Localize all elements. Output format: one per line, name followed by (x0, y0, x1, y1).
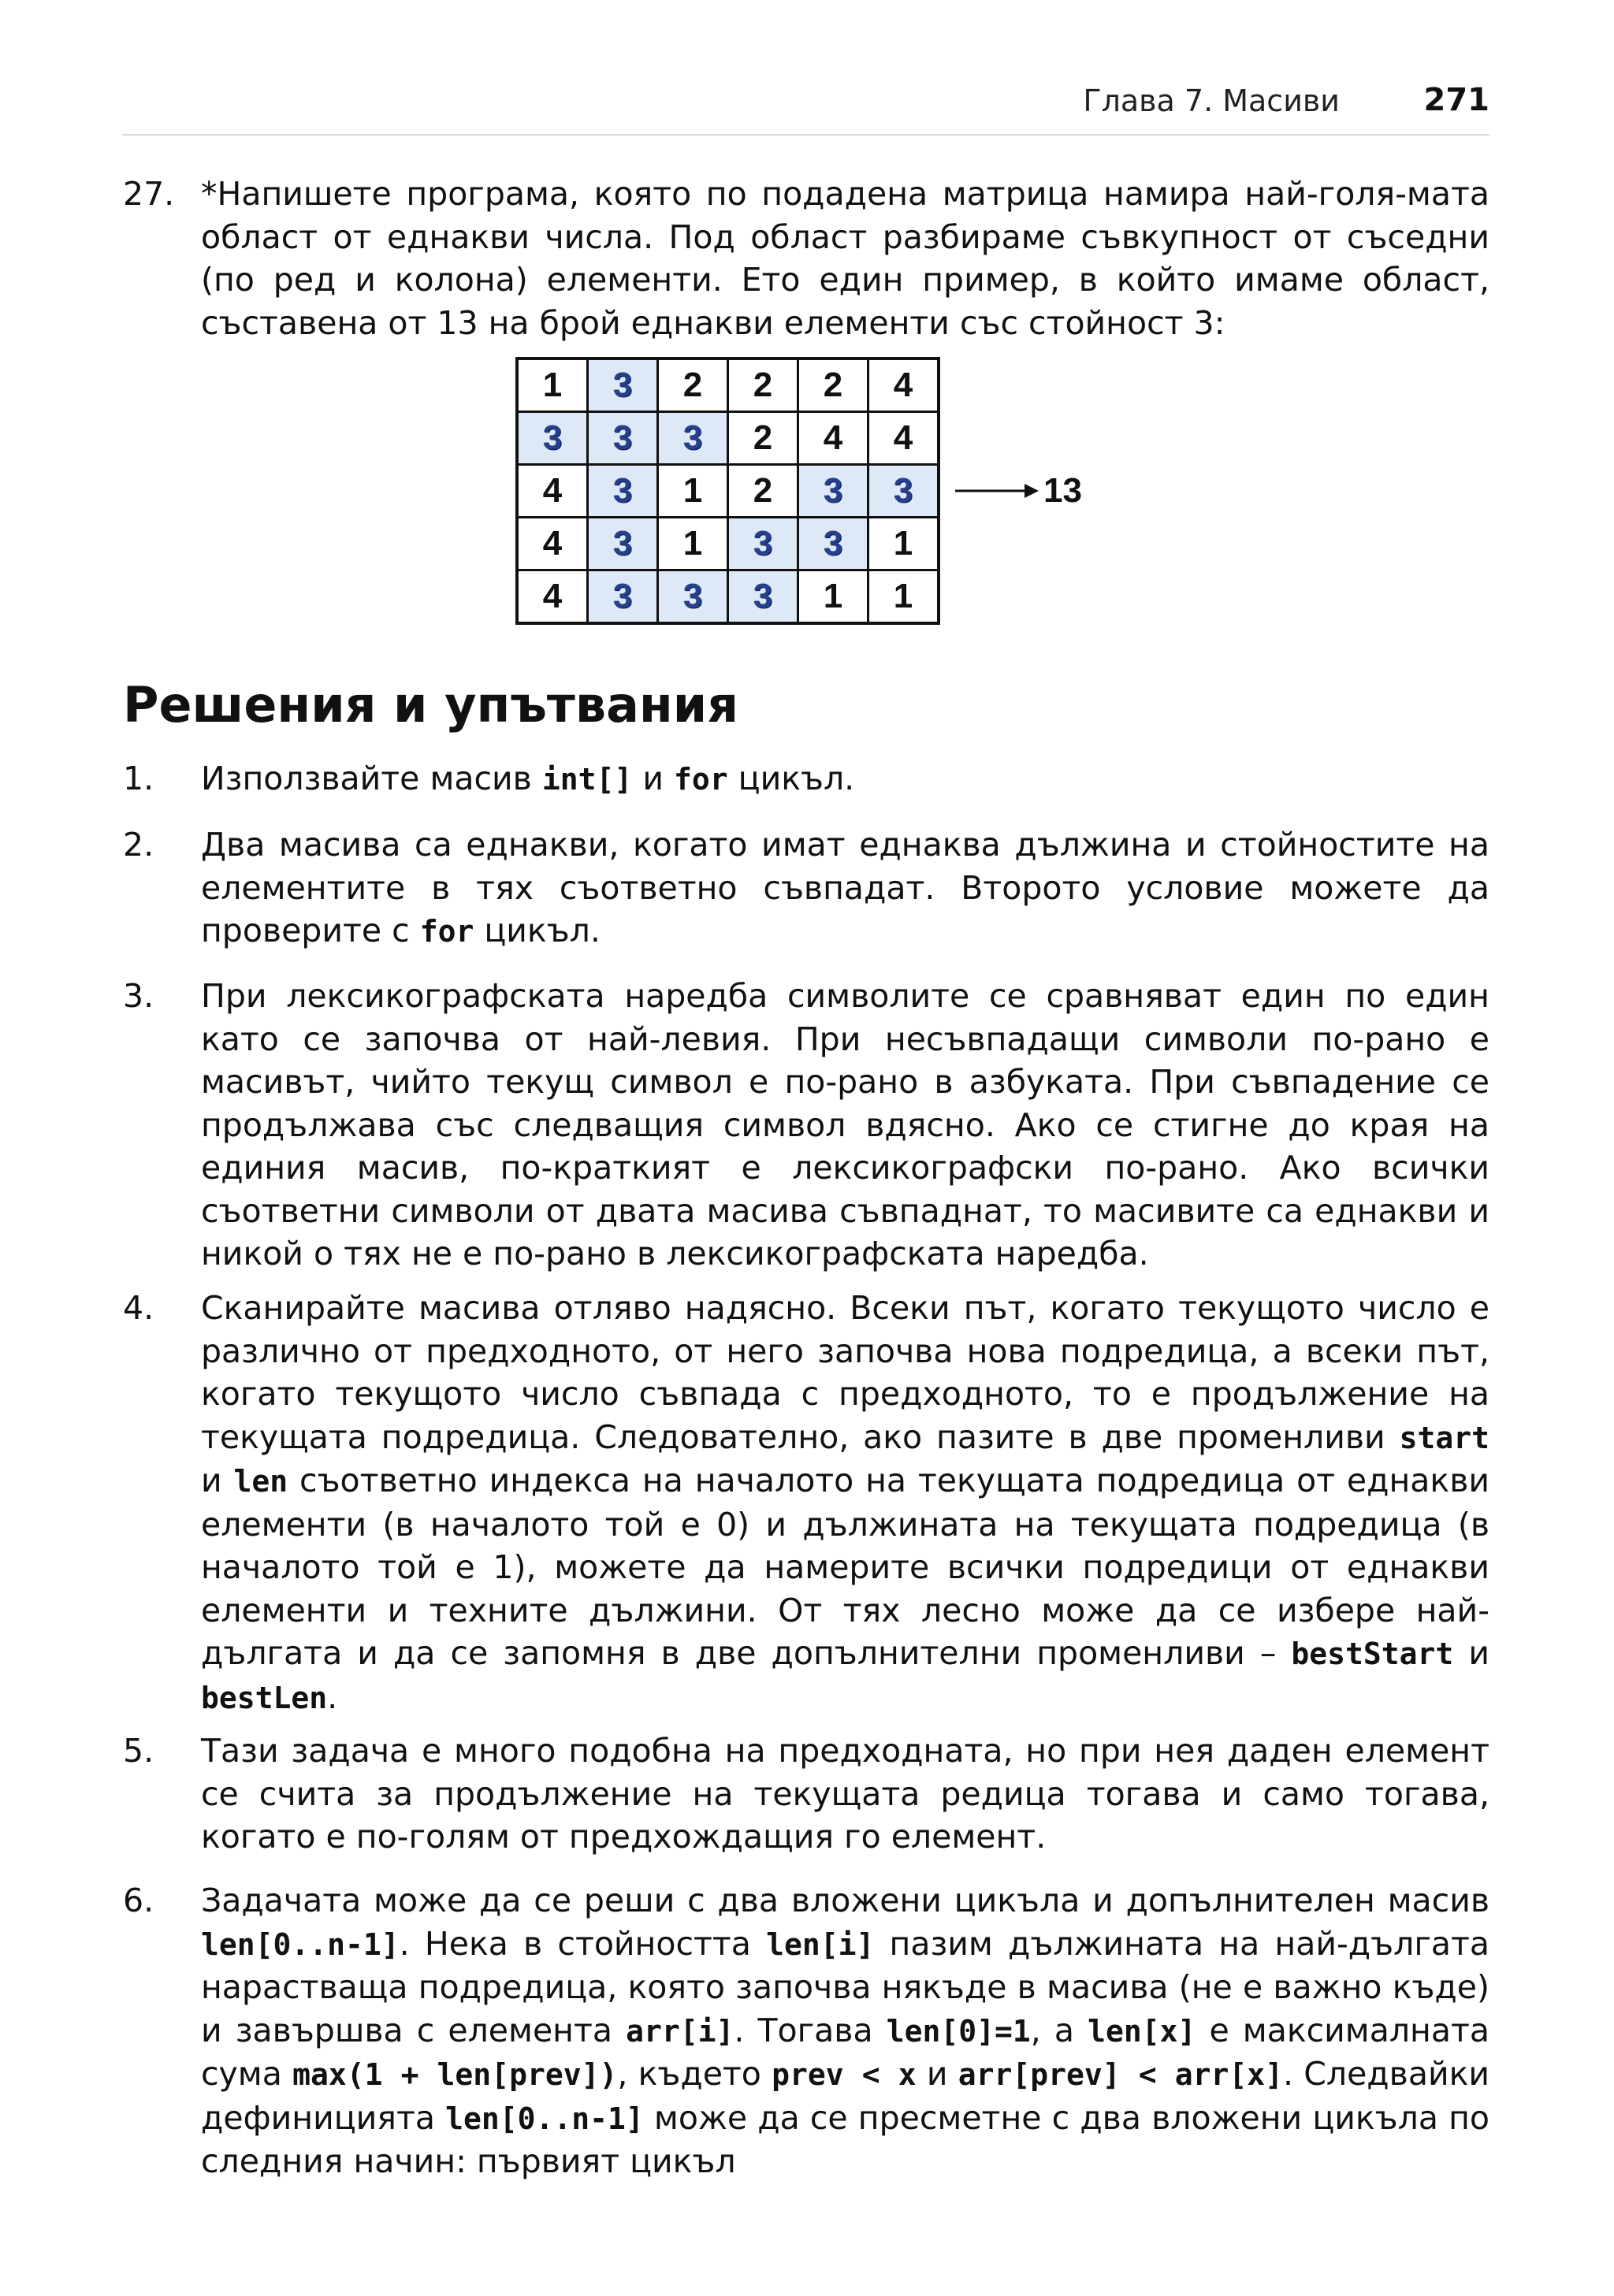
inline-code: max(1 + len[prev]) (292, 2057, 618, 2092)
matrix-cell: 3 (588, 570, 658, 624)
text-run: Задачата може да се реши с два вложени цикъла и допълнителен масив (201, 1882, 1489, 1919)
text-run: е максималната сума (201, 2011, 1489, 2093)
example-matrix (515, 357, 940, 625)
inline-code: len[0]=1 (886, 2013, 1031, 2049)
matrix-cell: 4 (868, 412, 939, 465)
text-run: . Следвайки дефиницията (201, 2055, 1489, 2137)
text-run: цикъл. (727, 760, 855, 797)
solution-number: 1. (123, 760, 154, 797)
matrix-row (517, 518, 939, 570)
solution-number: 6. (123, 1882, 154, 1919)
inline-code: len[0..n-1] (445, 2101, 644, 2136)
matrix-row (517, 359, 939, 412)
inline-code: for (419, 914, 474, 949)
solution-item (123, 823, 1489, 953)
matrix-cell: 3 (728, 518, 798, 570)
inline-code: len[x] (1088, 2013, 1196, 2049)
inline-code: arr[i] (626, 2013, 734, 2049)
matrix-cell: 1 (798, 570, 868, 624)
text-run: съответно индекса на началото на текущата подредица от еднакви елементи (в началото той е 0) и дължината на текущата подредица (в началото той е 1), можете да намерите всички подредици от еднакви елементи и техните дължини. От тях лесно може да се избере най-дългата и да се запомня в две допълнителни променливи – (201, 1462, 1489, 1672)
solution-item (123, 1287, 1489, 1719)
page-number: 271 (1423, 82, 1489, 118)
page-header (123, 79, 1489, 136)
matrix-cell: 3 (728, 570, 798, 624)
text-run: цикъл. (474, 912, 601, 949)
matrix-cell: 2 (798, 359, 868, 412)
inline-code: bestLen (201, 1680, 328, 1715)
exercise-text: *Напишете програма, която по подадена матрица намира най-голя-мата област от еднакви числа. Под област разбираме съвкупност от съседни (по ред и колона) елементи. Ето един пример, в който имаме област, съставена от 13 на брой еднакви елементи със стойност 3: (201, 175, 1489, 342)
matrix-row (517, 570, 939, 624)
matrix-cell: 4 (868, 359, 939, 412)
matrix-cell: 3 (868, 465, 939, 518)
matrix-cell: 3 (658, 412, 728, 465)
text-run: Използвайте масив (201, 760, 542, 797)
solution-item (123, 1729, 1489, 1859)
text-run: , където (617, 2055, 772, 2093)
text-run: , а (1030, 2011, 1088, 2049)
matrix-cell: 4 (517, 465, 588, 518)
matrix-cell: 1 (658, 465, 728, 518)
inline-code: len (233, 1464, 288, 1499)
text-run: Тази задача е много подобна на предходната, но при нея даден елемент се счита за продължение на текущата редица тогава и само тогава, когато е по-голям от предхождащия го елемент. (201, 1732, 1489, 1856)
matrix-cell: 3 (658, 570, 728, 624)
text-run: . Тогава (734, 2011, 887, 2049)
exercise-27 (123, 173, 1489, 344)
matrix-cell: 1 (658, 518, 728, 570)
solution-number: 3. (123, 977, 154, 1015)
inline-code: for (674, 762, 728, 797)
solution-number: 5. (123, 1732, 154, 1770)
matrix-cell: 3 (798, 518, 868, 570)
inline-code: int[] (541, 762, 633, 797)
matrix-cell: 2 (658, 359, 728, 412)
solution-text (201, 975, 1489, 1276)
matrix-cell: 2 (728, 412, 798, 465)
solution-item (123, 1879, 1489, 2183)
solution-item (123, 975, 1489, 1276)
inline-code: len[0..n-1] (201, 1926, 400, 1962)
solution-text (201, 823, 1489, 953)
matrix-cell: 3 (588, 465, 658, 518)
matrix-cell: 1 (868, 518, 939, 570)
region-size-label: 13 (1043, 471, 1082, 510)
chapter-title: Глава 7. Масиви (1083, 84, 1340, 118)
section-title: Решения и упътвания (123, 676, 739, 734)
inline-code: bestStart (1291, 1637, 1454, 1671)
matrix-cell: 2 (728, 359, 798, 412)
inline-code: start (1399, 1420, 1489, 1455)
text-run: пазим дължината на най-дългата нарастваща подредица, която започва някъде в масива (не е важно къде) и завършва с елемента (201, 1924, 1489, 2049)
solution-text (201, 1879, 1489, 2183)
arrow-icon (954, 475, 1040, 507)
matrix-cell: 4 (517, 518, 588, 570)
text-run: може да се пресметне с два вложени цикъла по следния начин: първият цикъл (201, 2098, 1489, 2180)
matrix-row (517, 465, 939, 518)
solution-number: 2. (123, 826, 154, 864)
solution-text (201, 757, 1489, 801)
text-run: При лексикографската наредба символите се сравняват един по един като се започва от най-левия. При несъвпадащи символи по-рано е масивът, чийто текущ символ е по-рано в азбуката. При съвпадение се продължава със следващия символ вдясно. Ако се стигне до края на единия масив, по-краткият е лексикографски по-рано. Ако всички съответни символи от двата масива съвпаднат, то масивите са еднакви и никой о тях не е по-рано в лексикографската наредба. (201, 977, 1489, 1272)
text-run: . (327, 1677, 338, 1716)
inline-code: len[i] (766, 1926, 875, 1962)
inline-code: arr[prev] < arr[x] (958, 2057, 1283, 2092)
matrix-cell: 3 (588, 518, 658, 570)
solution-text (201, 1729, 1489, 1859)
solution-text (201, 1287, 1489, 1719)
text-run: Сканирайте масива отляво надясно. Всеки път, когато текущото число е различно от предходното, от него започва нова подредица, а всеки път, когато текущото число съвпада с предходното, то е продължение на текущата подредица. Следователно, ако пазите в две променливи (201, 1289, 1489, 1456)
matrix-cell: 3 (798, 465, 868, 518)
matrix-table (515, 357, 940, 625)
matrix-row (517, 412, 939, 465)
matrix-cell: 1 (517, 359, 588, 412)
matrix-cell: 4 (798, 412, 868, 465)
matrix-cell: 4 (517, 570, 588, 624)
inline-code: prev < x (772, 2057, 917, 2092)
text-run: и (916, 2055, 958, 2093)
matrix-cell: 3 (517, 412, 588, 465)
matrix-cell: 2 (728, 465, 798, 518)
text-run: Два масива са еднакви, когато имат еднаква дължина и стойностите на елементите в тях съответно съвпадат. Второто условие можете да проверите с (201, 826, 1489, 949)
text-run: . Нека в стойността (399, 1924, 767, 1963)
matrix-cell: 3 (588, 412, 658, 465)
solution-item (123, 757, 1489, 801)
exercise-number: 27. (123, 175, 175, 213)
solution-number: 4. (123, 1289, 154, 1327)
text-run: и (632, 760, 674, 797)
matrix-cell: 3 (588, 359, 658, 412)
text-run: и (201, 1462, 234, 1499)
text-run: и (1453, 1634, 1489, 1672)
matrix-cell: 1 (868, 570, 939, 624)
